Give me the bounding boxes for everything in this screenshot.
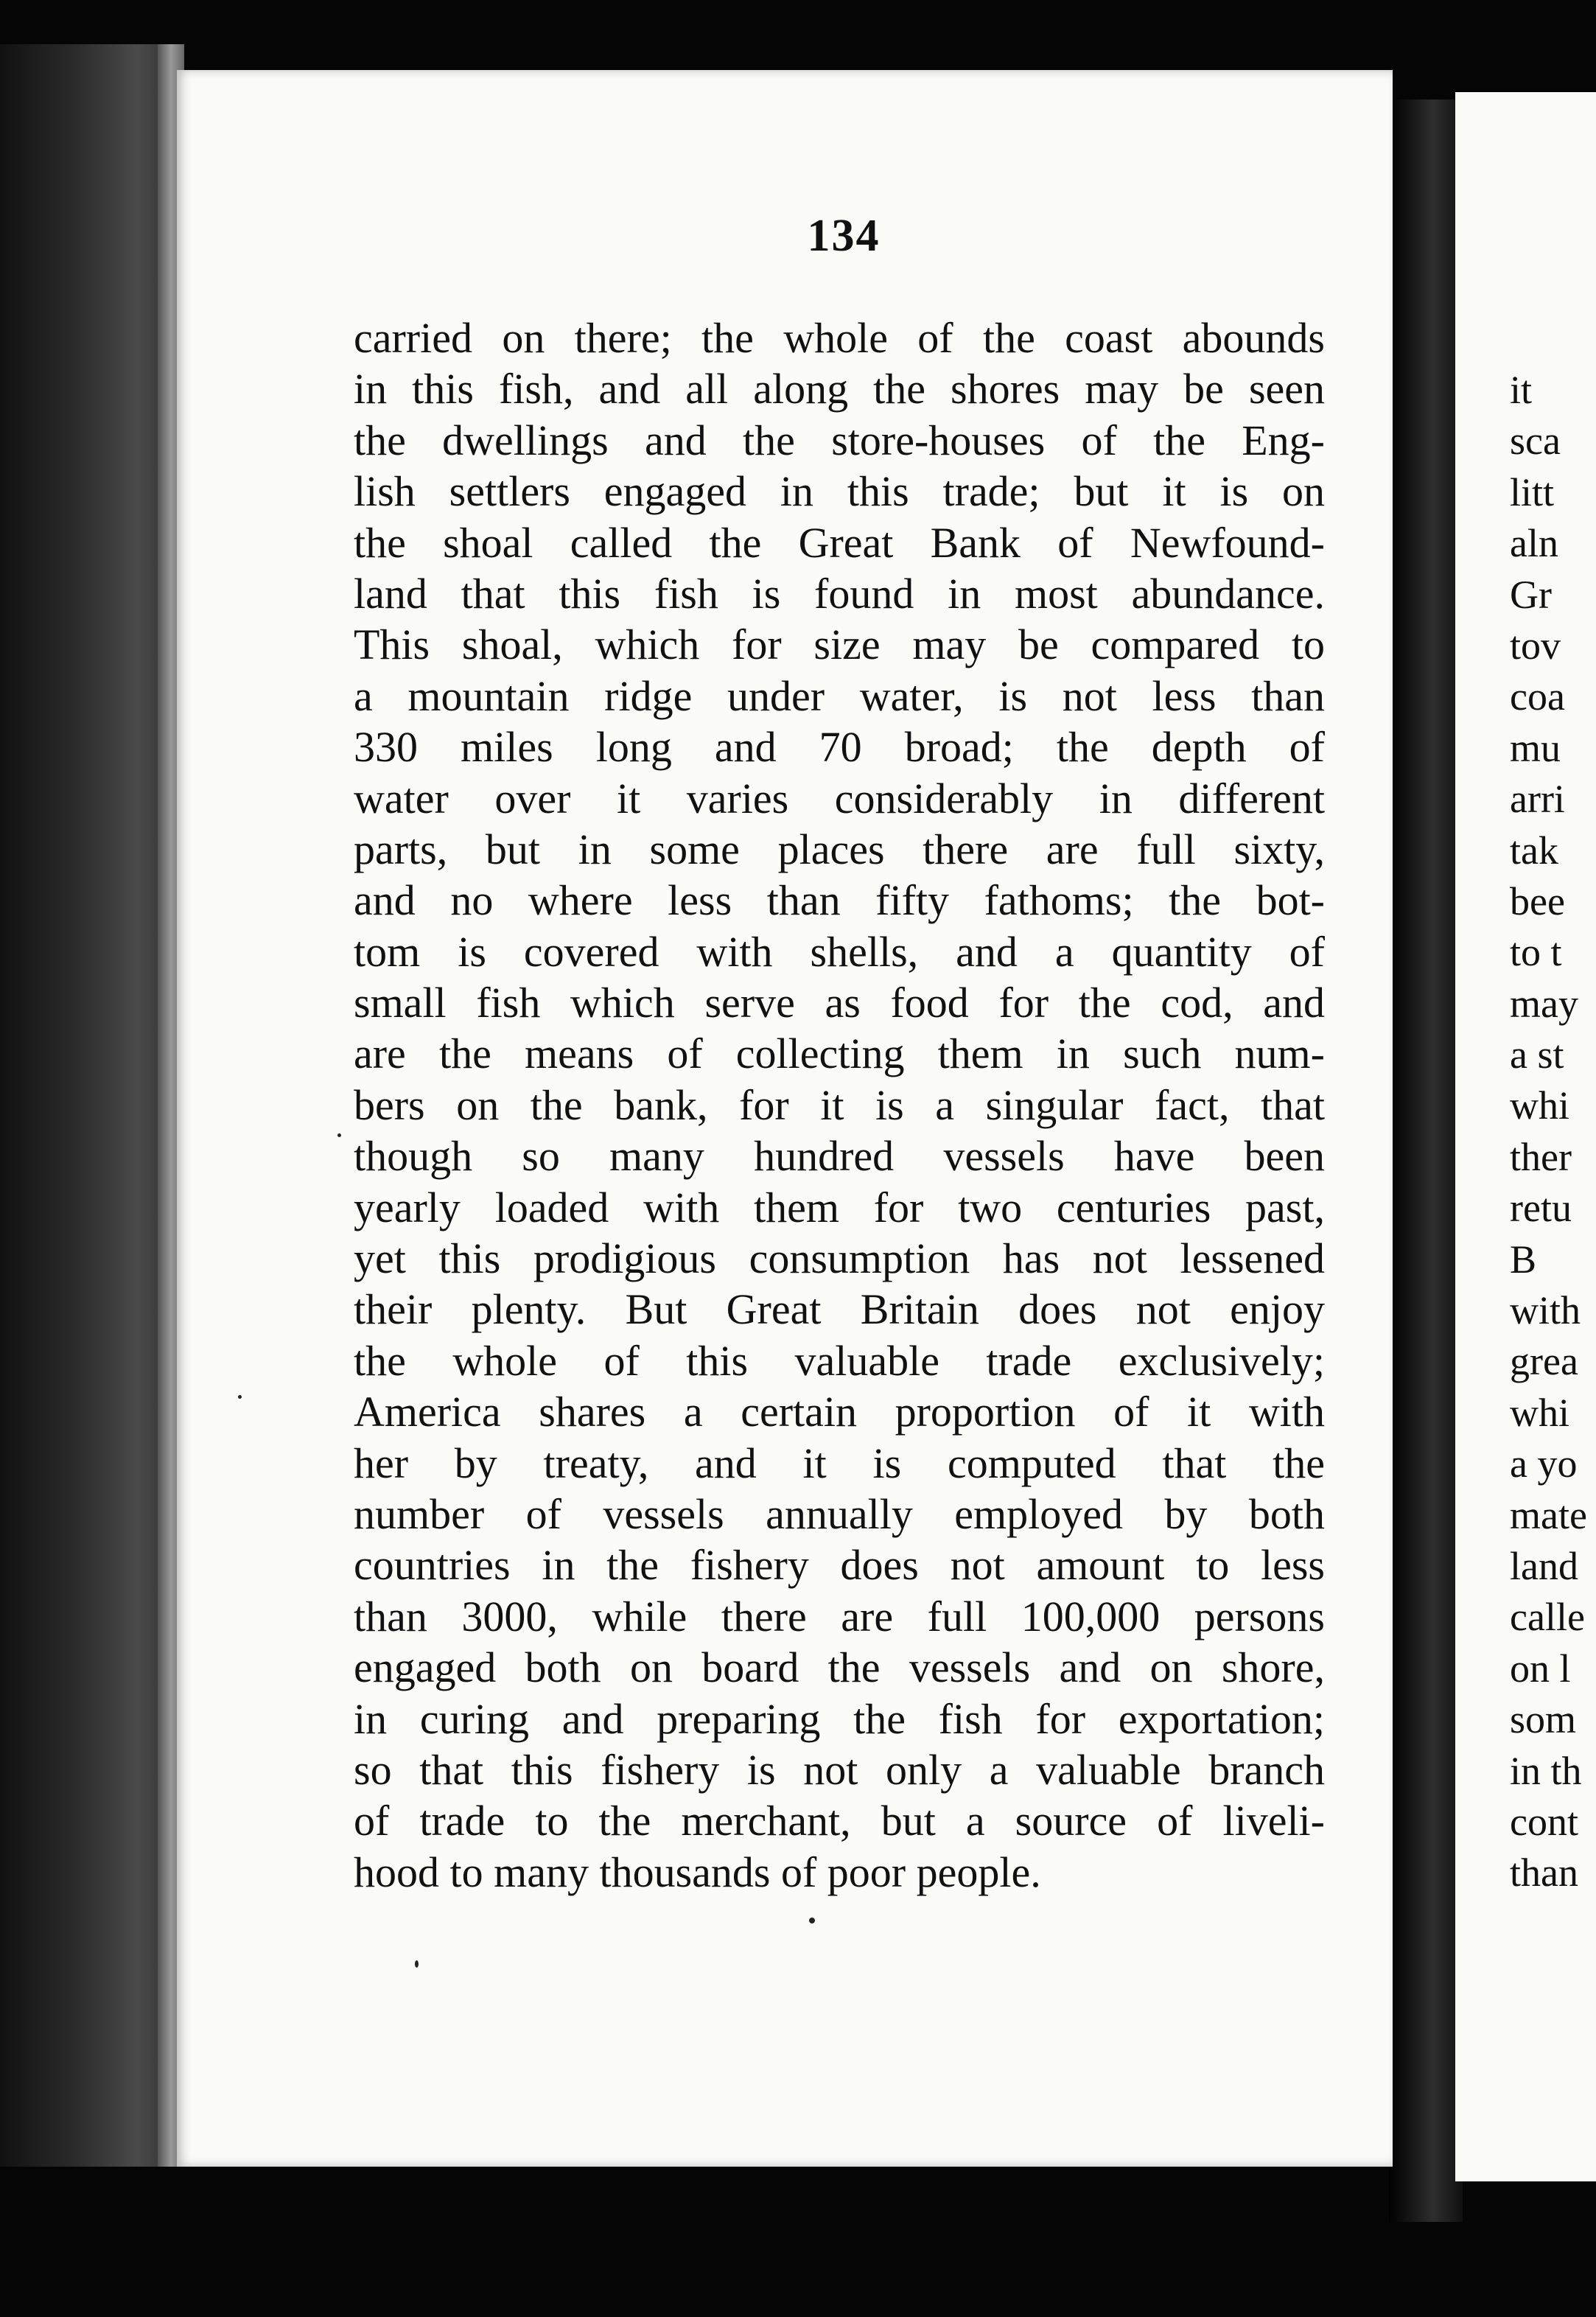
fragment-line: it bbox=[1510, 368, 1533, 412]
scan-speck bbox=[238, 1395, 242, 1399]
fragment-line: coa bbox=[1510, 674, 1565, 719]
book-binding-edge bbox=[0, 44, 184, 2167]
facing-page-text-fragments bbox=[1510, 365, 1596, 1899]
fragment-line: som bbox=[1510, 1697, 1577, 1742]
text-line: in this fish, and all along the shores may be seen bbox=[354, 365, 1325, 413]
text-line: America shares a certain proportion of it with bbox=[354, 1388, 1325, 1436]
fragment-line: whi bbox=[1510, 1390, 1569, 1435]
text-line: the shoal called the Great Bank of Newfound- bbox=[354, 518, 1325, 567]
fragment-line: than bbox=[1510, 1851, 1578, 1895]
fragment-line: in th bbox=[1510, 1748, 1582, 1793]
text-line: lish settlers engaged in this trade; but it is on bbox=[354, 467, 1325, 516]
page-body-text bbox=[354, 312, 1325, 1898]
text-line: parts, but in some places there are full sixty, bbox=[354, 825, 1325, 873]
scan-speck bbox=[809, 1918, 815, 1923]
fragment-line: with bbox=[1510, 1288, 1581, 1333]
text-line: land that this fish is found in most abundance. bbox=[354, 569, 1325, 618]
fragment-line: aln bbox=[1510, 521, 1558, 566]
fragment-line: a st bbox=[1510, 1032, 1564, 1077]
fragment-line: a yo bbox=[1510, 1441, 1578, 1486]
fragment-line: on l bbox=[1510, 1646, 1571, 1691]
fragment-line: retu bbox=[1510, 1186, 1572, 1231]
text-line: number of vessels annually employed by both bbox=[354, 1489, 1325, 1538]
book-gutter bbox=[1389, 99, 1463, 2222]
text-line: This shoal, which for size may be compared to bbox=[354, 621, 1325, 669]
fragment-line: Gr bbox=[1510, 572, 1552, 617]
text-line: of trade to the merchant, but a source of liveli- bbox=[354, 1797, 1325, 1845]
fragment-line: B bbox=[1510, 1237, 1537, 1282]
text-line: and no where less than fifty fathoms; the bot- bbox=[354, 876, 1325, 925]
fragment-line: cont bbox=[1510, 1799, 1578, 1844]
fragment-line: ther bbox=[1510, 1134, 1572, 1179]
text-line: the dwellings and the store-houses of the Eng- bbox=[354, 416, 1325, 464]
fragment-line: sca bbox=[1510, 419, 1561, 464]
fragment-line: litt bbox=[1510, 469, 1555, 514]
text-line: in curing and preparing the fish for exportation; bbox=[354, 1694, 1325, 1743]
text-line: than 3000, while there are full 100,000 persons bbox=[354, 1592, 1325, 1640]
text-line: water over it varies considerably in different bbox=[354, 774, 1325, 822]
fragment-line: mu bbox=[1510, 725, 1561, 770]
text-line: tom is covered with shells, and a quantity of bbox=[354, 927, 1325, 976]
text-line: countries in the fishery does not amount to less bbox=[354, 1541, 1325, 1590]
text-line: engaged both on board the vessels and on shore, bbox=[354, 1643, 1325, 1692]
text-line: small fish which serve as food for the cod, and bbox=[354, 979, 1325, 1027]
fragment-line: tak bbox=[1510, 828, 1558, 873]
fragment-line: calle bbox=[1510, 1595, 1585, 1640]
text-line: her by treaty, and it is computed that the bbox=[354, 1439, 1325, 1487]
text-line: 330 miles long and 70 broad; the depth of bbox=[354, 723, 1325, 772]
text-line: their plenty. But Great Britain does not enjoy bbox=[354, 1285, 1325, 1334]
fragment-line: mate bbox=[1510, 1492, 1587, 1537]
fragment-line: may bbox=[1510, 981, 1578, 1026]
text-line: bers on the bank, for it is a singular fact, that bbox=[354, 1080, 1325, 1129]
text-line: the whole of this valuable trade exclusively; bbox=[354, 1336, 1325, 1385]
fragment-line: to t bbox=[1510, 930, 1562, 975]
fragment-line: tov bbox=[1510, 623, 1561, 668]
text-line: hood to many thousands of poor people. bbox=[354, 1848, 1041, 1896]
text-line: yearly loaded with them for two centuries past, bbox=[354, 1183, 1325, 1231]
page-number: 134 bbox=[807, 211, 881, 261]
text-line: so that this fishery is not only a valuable branch bbox=[354, 1745, 1325, 1794]
text-line: though so many hundred vessels have been bbox=[354, 1132, 1325, 1181]
fragment-line: arri bbox=[1510, 777, 1565, 822]
text-line: carried on there; the whole of the coast abounds bbox=[354, 314, 1325, 362]
fragment-line: bee bbox=[1510, 878, 1565, 923]
text-line: are the means of collecting them in such num- bbox=[354, 1030, 1325, 1078]
fragment-line: land bbox=[1510, 1543, 1578, 1588]
fragment-line: grea bbox=[1510, 1339, 1578, 1384]
scan-speck bbox=[415, 1960, 419, 1968]
scan-speck bbox=[337, 1133, 341, 1137]
text-line: yet this prodigious consumption has not lessened bbox=[354, 1234, 1325, 1283]
fragment-line: whi bbox=[1510, 1083, 1569, 1128]
text-line: a mountain ridge under water, is not less than bbox=[354, 671, 1325, 720]
